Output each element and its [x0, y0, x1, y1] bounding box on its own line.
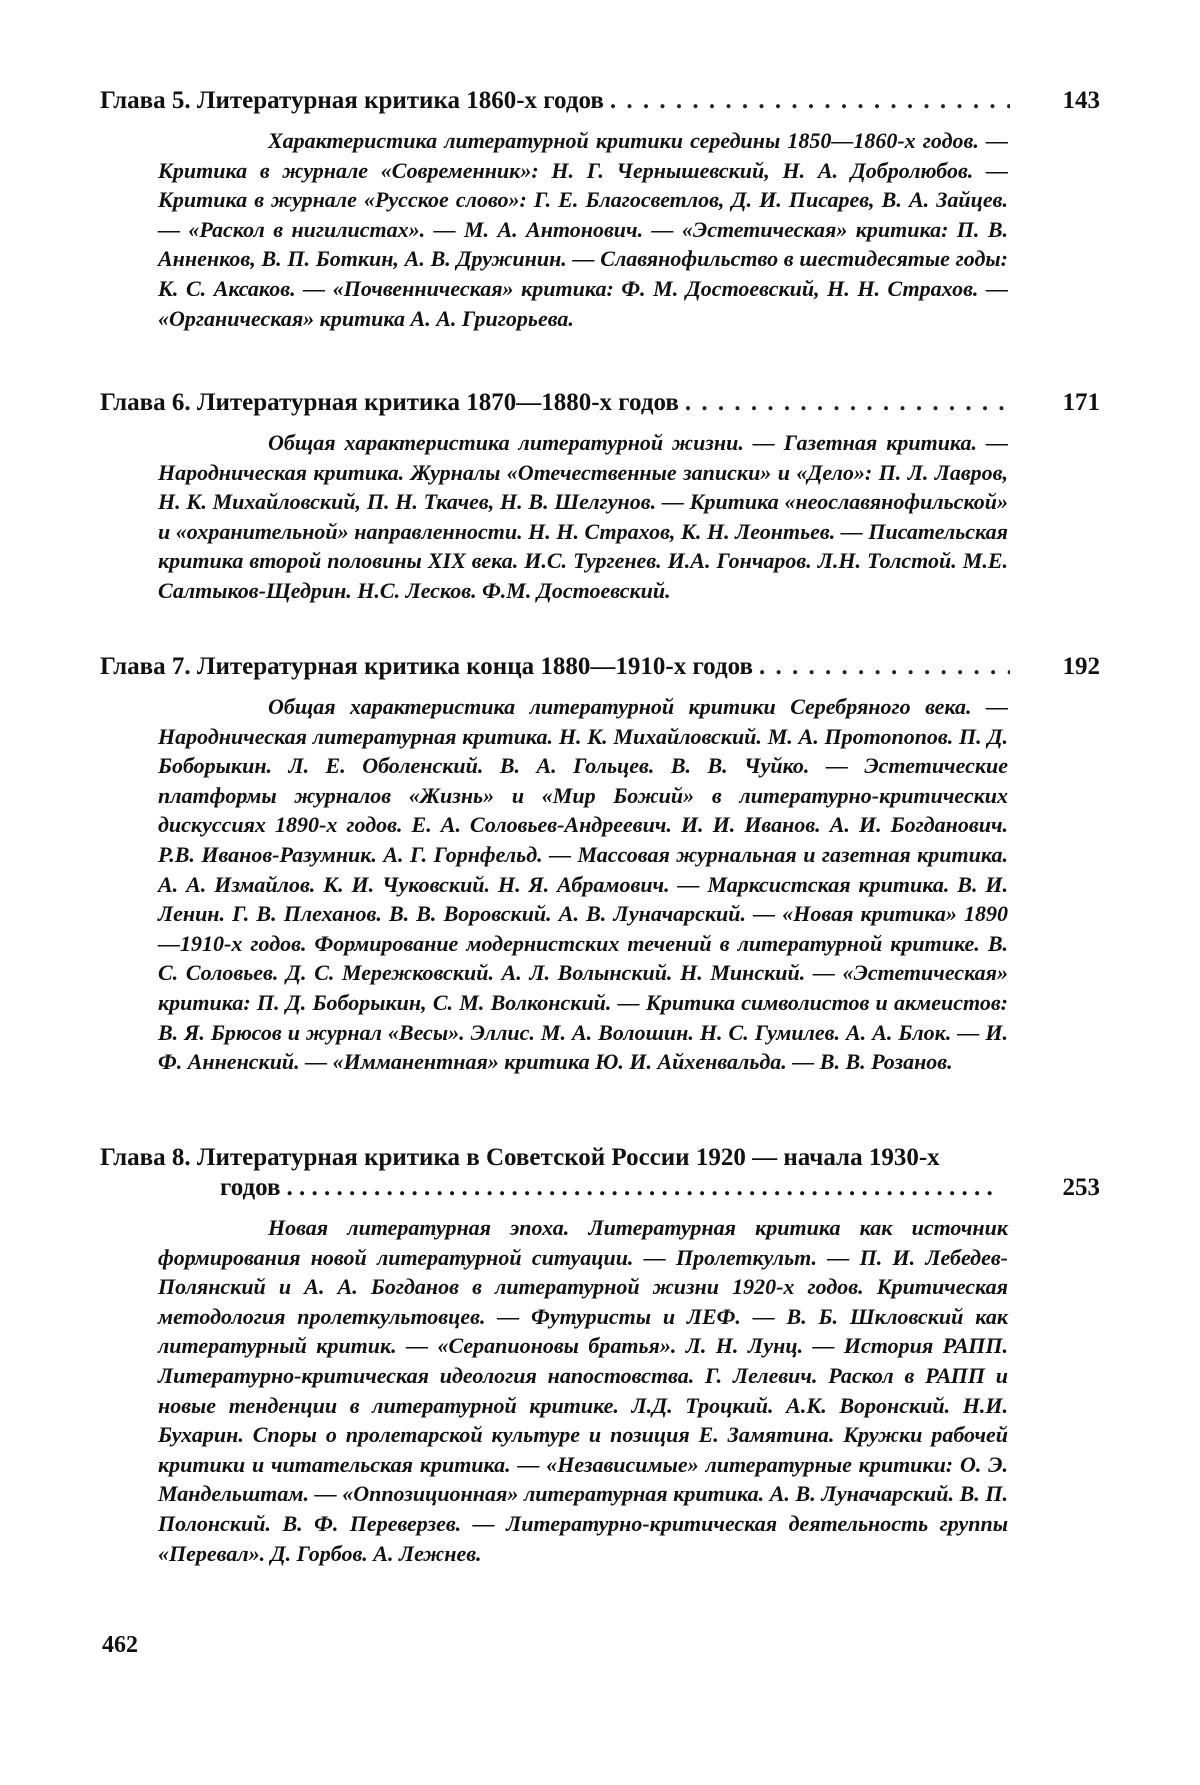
chapter-description — [158, 428, 1008, 606]
chapter-description-text: Характеристика литературной критики середины 1850—1860-х годов. — Критика в журнале «Современник»: Н. Г. Чернышевский, Н. А. Добролюбов. — Критика в журнале «Русское слово»: Г. Е. Благосветлов, Д. И. Писарев, В. А. Зайцев. — «Раскол в нигилистах». — М. А. Антонович. — «Эстетическая» критика: П. В. Анненков, В. П. Боткин, А. В. Дружинин. — Славянофильство в шестидесятые годы: К. С. Аксаков. — «Почвенническая» критика: Ф. М. Достоевский, Н. Н. Страхов. — «Органическая» критика А. А. Григорьева. — [158, 128, 1008, 331]
dot-leader — [753, 652, 1010, 682]
dot-leader — [679, 388, 1010, 418]
chapter-title-continuation: годов — [220, 1174, 281, 1201]
chapter-title: Глава 6. Литературная критика 1870—1880-х годов — [100, 389, 679, 416]
chapter-description — [158, 1213, 1008, 1568]
chapter-title: Глава 5. Литературная критика 1860-х годов — [100, 87, 604, 114]
chapter-title-line2 — [100, 1173, 1100, 1203]
chapter-7 — [100, 652, 1100, 1077]
page-number: 171 — [1062, 389, 1100, 416]
chapter-6 — [100, 388, 1100, 606]
chapter-heading[interactable] — [100, 1143, 1100, 1203]
chapter-title: Глава 8. Литературная критика в Советской России 1920 — начала 1930-х — [100, 1144, 940, 1171]
dot-leader — [604, 86, 1010, 116]
chapter-8 — [100, 1143, 1100, 1568]
page-number: 143 — [1062, 87, 1100, 114]
chapter-heading[interactable] — [100, 388, 1100, 418]
chapter-title: Глава 7. Литературная критика конца 1880—1910-х годов — [100, 653, 753, 680]
page-number: 192 — [1062, 653, 1100, 680]
chapter-heading[interactable] — [100, 86, 1100, 116]
chapter-description — [158, 692, 1008, 1077]
chapter-5 — [100, 86, 1100, 333]
dot-leader: . . . . . . . . . . . . . . . . . . . . . . . . . . . . . . . . . . . . . . . . . . . . . . . . . . . . . . . . . — [286, 1174, 993, 1201]
chapter-description-text: Новая литературная эпоха. Литературная критика как источник формирования новой литературной ситуации. — Пролеткульт. — П. И. Лебедев-Полянский и А. А. Богданов в литературной жизни 1920-х годов. Критическая методология пролеткультовцев. — Футуристы и ЛЕФ. — В. Б. Шкловский как литературный критик. — «Серапионовы братья». Л. Н. Лунц. — История РАПП. Литературно-критическая идеология напостовства. Г. Лелевич. Раскол в РАПП и новые тенденции в литературной критике. Л.Д. Троцкий. А.К. Воронский. Н.И. Бухарин. Споры о пролетарской культуре и позиция Е. Замятина. Кружки рабочей критики и читательская критика. — «Независимые» литературные критики: О. Э. Мандельштам. — «Оппозиционная» литературная критика. А. В. Луначарский. В. П. Полонский. В. Ф. Переверзев. — Литературно-критическая деятельность группы «Перевал». Д. Горбов. А. Лежнев. — [158, 1215, 1008, 1566]
chapter-heading[interactable] — [100, 652, 1100, 682]
chapter-description — [158, 126, 1008, 333]
chapter-description-text: Общая характеристика литературной критики Серебряного века. — Народническая литературная критика. Н. К. Михайловский. М. А. Протопопов. П. Д. Боборыкин. Л. Е. Оболенский. В. А. Гольцев. В. В. Чуйко. — Эстетические платформы журналов «Жизнь» и «Мир Божий» в литературно-критических дискуссиях 1890-х годов. Е. А. Соловьев-Андреевич. И. И. Иванов. А. И. Богданович. Р.В. Иванов-Разумник. А. Г. Горнфельд. — Массовая журнальная и газетная критика. А. А. Измайлов. К. И. Чуковский. Н. Я. Абрамович. — Марксистская критика. В. И. Ленин. Г. В. Плеханов. В. В. Воровский. А. В. Луначарский. — «Новая критика» 1890—1910-х годов. Формирование модернистских течений в литературной критике. В. С. Соловьев. Д. С. Мережковский. А. Л. Волынский. Н. Минский. — «Эстетическая» критика: П. Д. Боборыкин, С. М. Волконский. — Критика символистов и акмеистов: В. Я. Брюсов и журнал «Весы». Эллис. М. А. Волошин. Н. С. Гумилев. А. А. Блок. — И. Ф. Анненский. — «Имманентная» критика Ю. И. Айхенвальда. — В. В. Розанов. — [158, 694, 1008, 1075]
page-folio: 462 — [102, 1632, 138, 1658]
chapter-description-text: Общая характеристика литературной жизни. — Газетная критика. — Народническая критика. Журналы «Отечественные записки» и «Дело»: П. Л. Лавров, Н. К. Михайловский, П. Н. Ткачев, Н. В. Шелгунов. — Критика «неославянофильской» и «охранительной» направленности. Н. Н. Страхов, К. Н. Леонтьев. — Писательская критика второй половины XIX века. И.С. Тургенев. И.А. Гончаров. Л.Н. Толстой. М.Е. Салтыков-Щедрин. Н.С. Лесков. Ф.М. Достоевский. — [158, 430, 1008, 603]
page-number: 253 — [1062, 1174, 1100, 1201]
